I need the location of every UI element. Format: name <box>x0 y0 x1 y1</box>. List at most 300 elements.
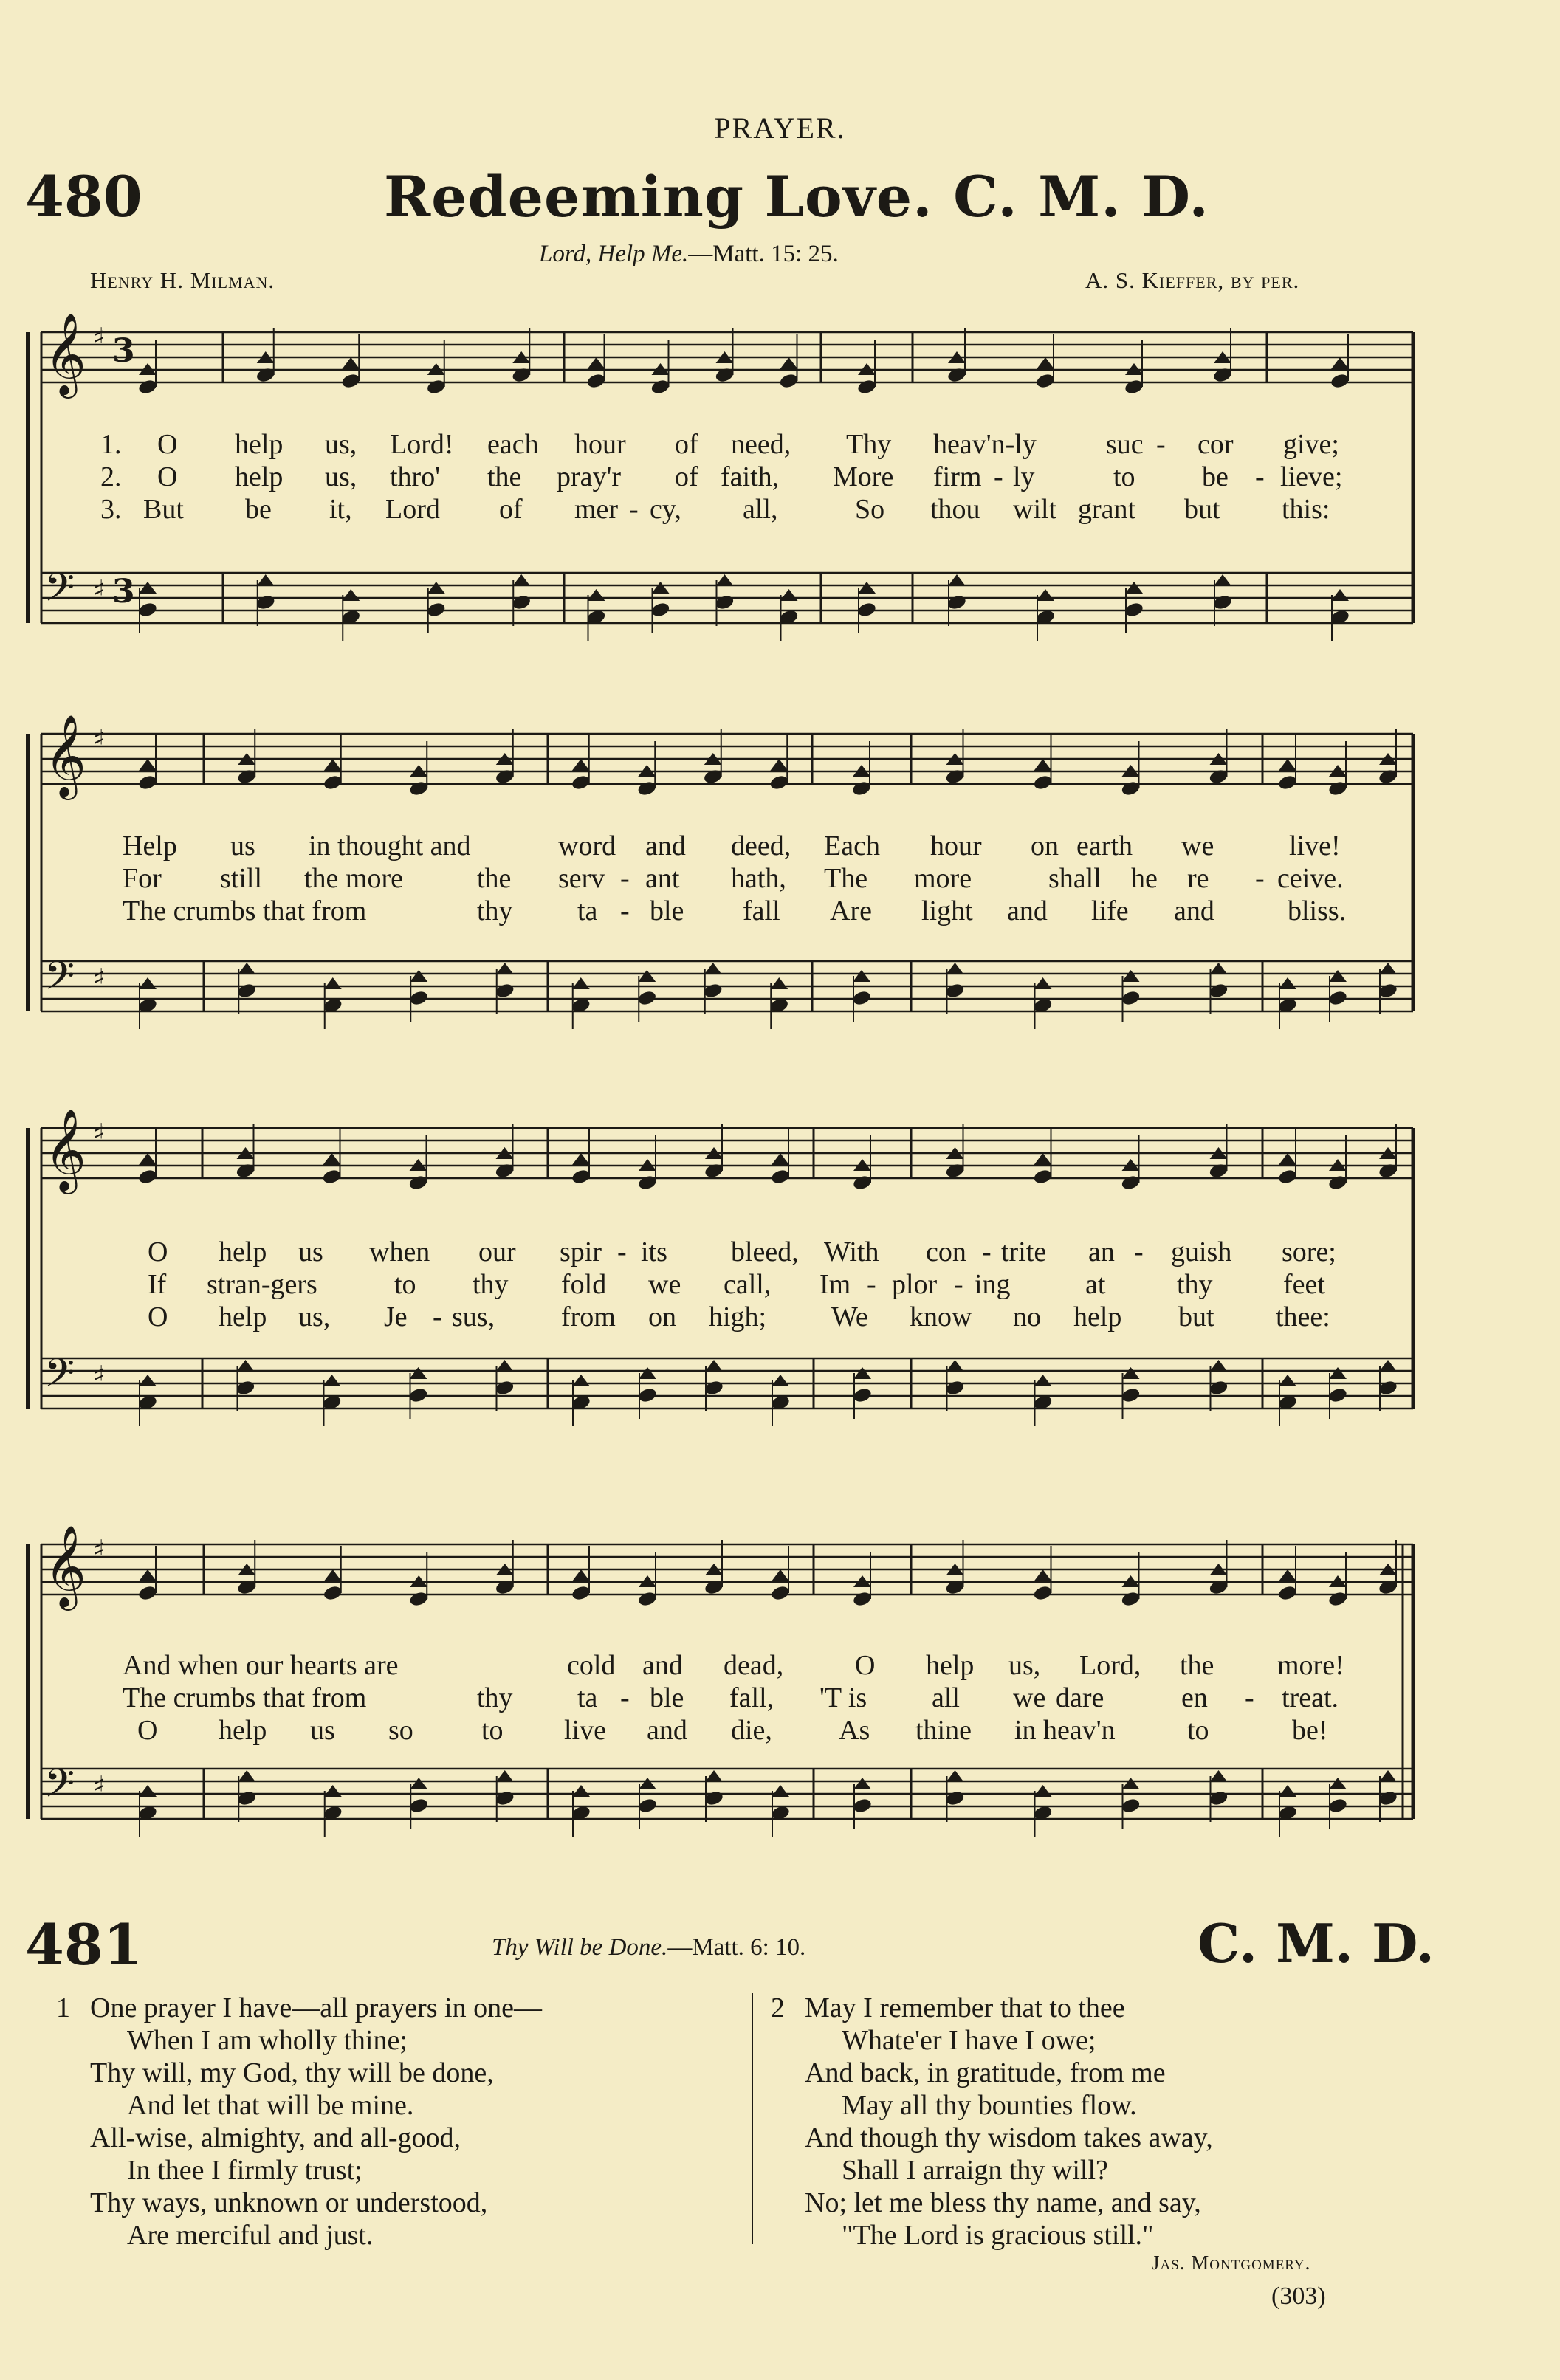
verse-line: In thee I firmly trust; <box>127 2155 362 2186</box>
shape-note-head <box>1329 1778 1347 1789</box>
lyric-syllable: us <box>310 1715 335 1746</box>
lyric-line <box>0 1714 1560 1747</box>
shape-note-head <box>1379 1770 1397 1782</box>
lyric-syllable: - <box>629 494 639 525</box>
shape-note-head <box>1037 357 1054 369</box>
shape-note-head <box>1034 1785 1052 1797</box>
note-head <box>852 1797 873 1814</box>
shape-note-head <box>238 963 255 974</box>
note-head <box>1120 1174 1141 1191</box>
lyric-line <box>0 1301 1560 1333</box>
sharp-icon: ♯ <box>93 1535 106 1564</box>
lyric-syllable: - <box>620 895 630 926</box>
note-head <box>585 372 606 389</box>
stanza-number: 2 <box>771 1992 785 2023</box>
lyric-syllable: give; <box>1283 429 1339 460</box>
shape-note-head <box>427 582 445 594</box>
note-head <box>703 982 724 999</box>
lyric-syllable: O <box>137 1715 158 1746</box>
note-head <box>340 372 361 389</box>
shape-note-head <box>1034 1153 1052 1165</box>
hymn-number: 481 <box>25 1912 142 1978</box>
lyric-syllable: dare <box>1056 1682 1104 1713</box>
shape-note-head <box>238 1770 255 1782</box>
note-head <box>1327 780 1348 797</box>
lyric-syllable: be <box>245 494 272 525</box>
shape-note-head <box>770 977 788 989</box>
lyric-syllable: wilt <box>1013 494 1057 525</box>
lyric-syllable: - <box>620 1682 630 1713</box>
shape-note-head <box>1125 582 1143 594</box>
note-head <box>1277 774 1298 791</box>
shape-note-head <box>324 977 342 989</box>
lyric-syllable: call, <box>724 1269 772 1300</box>
lyric-syllable: need, <box>731 429 791 460</box>
shape-note-head <box>1329 970 1347 982</box>
note-head <box>408 780 429 797</box>
lyric-syllable: we <box>1013 1682 1046 1713</box>
shape-note-head <box>324 1785 342 1797</box>
scripture-reference <box>492 1934 805 1961</box>
verse-line: No; let me bless thy name, and say, <box>805 2187 1201 2218</box>
lyric-syllable: cy, <box>650 494 681 525</box>
lyric-syllable: the <box>487 461 522 492</box>
shape-note-head <box>638 970 656 982</box>
note-head <box>944 982 965 999</box>
sharp-icon: ♯ <box>93 963 106 993</box>
stanza-lines <box>805 1992 1469 2252</box>
lyric-syllable: to <box>394 1269 416 1300</box>
verse-line: When I am wholly thine; <box>127 2025 408 2056</box>
lyric-syllable: ceive. <box>1277 863 1344 894</box>
lyric-syllable: - <box>954 1269 963 1300</box>
lyric-syllable: 1. <box>100 429 122 460</box>
note-head <box>944 1789 965 1806</box>
shape-note-head <box>772 1153 789 1165</box>
lyric-syllable: on <box>648 1301 676 1332</box>
lyric-syllable: at <box>1085 1269 1106 1300</box>
lyric-syllable: be <box>1202 461 1229 492</box>
lyric-syllable: - <box>433 1301 442 1332</box>
shape-note-head <box>853 1778 871 1789</box>
lyric-syllable: Lord <box>385 494 440 525</box>
note-head <box>137 1168 158 1185</box>
note-head <box>704 1379 724 1396</box>
note-head <box>637 1590 658 1607</box>
lyric-syllable: bleed, <box>731 1237 799 1268</box>
shape-note-head <box>237 1360 255 1372</box>
bass-clef-icon: 𝄢 <box>44 565 75 620</box>
lyric-syllable: - <box>620 863 630 894</box>
sharp-icon: ♯ <box>93 1118 106 1148</box>
lyric-syllable: plor <box>892 1269 938 1300</box>
lyric-syllable: and <box>645 830 686 861</box>
shape-note-head <box>946 1770 964 1782</box>
lyric-syllable: ta <box>577 895 598 926</box>
hymn-number: 480 <box>25 164 142 230</box>
lyric-syllable: feet <box>1283 1269 1325 1300</box>
note-head <box>495 982 515 999</box>
lyric-line <box>0 1649 1560 1682</box>
note-head <box>236 982 257 999</box>
lyric-syllable: to <box>481 1715 504 1746</box>
lyric-syllable: More <box>833 461 894 492</box>
shape-note-head <box>139 1785 157 1797</box>
shape-note-head <box>639 1367 656 1379</box>
lyric-syllable: The crumbs that from <box>123 1682 367 1713</box>
lyric-syllable: - <box>1255 863 1265 894</box>
bass-clef-icon: 𝄢 <box>44 1761 75 1816</box>
column-divider <box>752 1993 753 2244</box>
note-head <box>852 1174 873 1191</box>
note-head <box>1032 1168 1053 1185</box>
shape-note-head <box>323 1375 341 1386</box>
shape-note-head <box>139 1375 157 1386</box>
shape-note-head <box>588 357 605 369</box>
lyric-syllable: of <box>675 429 698 460</box>
note-head <box>1327 1797 1348 1814</box>
verse-line: Thy ways, unknown or understood, <box>90 2187 488 2218</box>
lyric-syllable: With <box>824 1237 879 1268</box>
verse-line: One prayer I have—all prayers in one— <box>90 1992 542 2023</box>
lyric-syllable: all <box>932 1682 960 1713</box>
shape-note-head <box>1329 1367 1347 1379</box>
lyric-syllable: 2. <box>100 461 122 492</box>
lyric-syllable: in heav'n <box>1014 1715 1116 1746</box>
page-number: (303) <box>1271 2283 1326 2310</box>
lyric-syllable: deed, <box>731 830 791 861</box>
shape-note-head <box>1034 759 1052 771</box>
note-head <box>1124 378 1144 395</box>
treble-clef-icon: 𝄞 <box>44 312 86 395</box>
lyric-syllable: help <box>1073 1301 1122 1332</box>
lyric-syllable: us, <box>298 1301 331 1332</box>
lyric-syllable: faith, <box>721 461 780 492</box>
lyric-syllable: us, <box>1008 1650 1041 1681</box>
note-head <box>408 1590 429 1607</box>
lyric-syllable: hour <box>930 830 982 861</box>
note-head <box>321 1168 342 1185</box>
lyric-syllable: word <box>558 830 616 861</box>
lyric-syllable: If <box>148 1269 167 1300</box>
shape-note-head <box>257 574 275 586</box>
shape-note-head <box>772 1569 789 1581</box>
lyric-syllable: to <box>1187 1715 1209 1746</box>
lyric-syllable: but <box>1178 1301 1214 1332</box>
shape-note-head <box>410 1367 427 1379</box>
shape-note-head <box>1037 589 1054 601</box>
note-head <box>236 1789 257 1806</box>
lyric-syllable: - <box>1156 429 1166 460</box>
note-head <box>1212 594 1233 611</box>
lyric-syllable: Lord, <box>1079 1650 1141 1681</box>
lyric-syllable: firm <box>933 461 982 492</box>
shape-note-head <box>704 963 722 974</box>
shape-note-head <box>323 1153 341 1165</box>
note-head <box>1378 1379 1398 1396</box>
note-head <box>636 780 657 797</box>
time-signature: 3 <box>112 332 135 370</box>
shape-note-head <box>1122 1778 1140 1789</box>
scripture-title: Thy Will be Done. <box>492 1934 668 1961</box>
shape-note-head <box>1331 589 1349 601</box>
note-head <box>323 774 343 791</box>
lyric-syllable: and <box>647 1715 687 1746</box>
lyric-syllable: of <box>675 461 698 492</box>
note-head <box>137 1584 158 1601</box>
lyric-syllable: re <box>1187 863 1209 894</box>
lyric-syllable: we <box>1181 830 1214 861</box>
lyric-syllable: ant <box>645 863 680 894</box>
lyric-syllable: no <box>1013 1301 1041 1332</box>
shape-note-head <box>1122 970 1140 982</box>
lyric-syllable: heav'n-ly <box>933 429 1037 460</box>
lyric-syllable: so <box>388 1715 413 1746</box>
lyric-syllable: dead, <box>724 1650 784 1681</box>
shape-note-head <box>139 1569 157 1581</box>
note-head <box>769 774 789 791</box>
shape-note-head <box>496 1770 514 1782</box>
lyric-syllable: of <box>499 494 523 525</box>
lyric-syllable: cold <box>567 1650 616 1681</box>
lyric-syllable: stran-gers <box>207 1269 317 1300</box>
lyric-syllable: and <box>642 1650 683 1681</box>
treble-clef-icon: 𝄞 <box>44 714 86 797</box>
lyric-syllable: each <box>487 429 539 460</box>
shape-note-head <box>410 970 427 982</box>
lyric-syllable: the <box>1180 1650 1214 1681</box>
lyric-syllable: help <box>219 1715 267 1746</box>
shape-note-head <box>858 582 876 594</box>
lyric-syllable: high; <box>709 1301 767 1332</box>
shape-note-head <box>512 574 530 586</box>
lyric-line <box>0 461 1560 493</box>
lyric-syllable: thy <box>473 1269 509 1300</box>
scripture-title: Lord, Help Me. <box>539 241 689 267</box>
lyric-syllable: The <box>824 863 868 894</box>
bass-clef-icon: 𝄢 <box>44 954 75 1008</box>
lyric-line <box>0 428 1560 461</box>
verse-line: May I remember that to thee <box>805 1992 1125 2023</box>
verse-line: "The Lord is gracious still." <box>842 2220 1154 2251</box>
shape-note-head <box>1122 1367 1140 1379</box>
shape-note-head <box>139 1153 157 1165</box>
shape-note-head <box>1279 1153 1296 1165</box>
note-head <box>1120 989 1141 1006</box>
lyric-syllable: grant <box>1078 494 1136 525</box>
lyric-syllable: life <box>1091 895 1129 926</box>
shape-note-head <box>572 1153 590 1165</box>
shape-note-head <box>588 589 605 601</box>
lyric-syllable: thro' <box>390 461 441 492</box>
lyric-syllable: The crumbs that from <box>123 895 367 926</box>
shape-note-head <box>1034 1569 1052 1581</box>
lyric-syllable: the <box>477 863 512 894</box>
lyric-syllable: spir <box>560 1237 602 1268</box>
shape-note-head <box>324 1569 342 1581</box>
lyric-syllable: fall, <box>729 1682 774 1713</box>
verse-line: And let that will be mine. <box>127 2090 414 2121</box>
lyric-syllable: this: <box>1282 494 1330 525</box>
sharp-icon: ♯ <box>93 1771 106 1801</box>
lyric-syllable: suc <box>1106 429 1144 460</box>
note-head <box>495 1789 515 1806</box>
note-head <box>637 1386 658 1403</box>
lyric-syllable: us <box>230 830 255 861</box>
note-head <box>637 1797 658 1814</box>
shape-note-head <box>342 357 360 369</box>
shape-note-head <box>853 970 870 982</box>
lyric-syllable: Thy <box>846 429 892 460</box>
hymn-meter: C. M. D. <box>1198 1912 1434 1975</box>
stanza-lines <box>90 1992 755 2252</box>
shape-note-head <box>853 1367 871 1379</box>
sharp-icon: ♯ <box>93 323 106 352</box>
note-head <box>856 601 877 618</box>
lyric-syllable: it, <box>329 494 352 525</box>
lyric-syllable: earth <box>1076 830 1133 861</box>
shape-note-head <box>639 1778 656 1789</box>
shape-note-head <box>324 759 342 771</box>
treble-clef-icon: 𝄞 <box>44 1524 86 1607</box>
lyric-syllable: help <box>219 1301 267 1332</box>
shape-note-head <box>705 1770 723 1782</box>
lyric-syllable: guish <box>1171 1237 1232 1268</box>
verse-line: Thy will, my God, thy will be done, <box>90 2057 494 2088</box>
note-head <box>1035 372 1056 389</box>
note-head <box>650 601 670 618</box>
lyric-syllable: help <box>219 1237 267 1268</box>
lyric-syllable: Help <box>123 830 177 861</box>
lyric-syllable: help <box>235 429 284 460</box>
lyric-syllable: O <box>148 1301 168 1332</box>
note-head <box>408 1797 429 1814</box>
note-head <box>137 378 158 395</box>
lyric-syllable: But <box>143 494 184 525</box>
lyric-syllable: As <box>839 1715 870 1746</box>
note-head <box>944 1379 965 1396</box>
lyric-syllable: live <box>564 1715 606 1746</box>
lyric-syllable: our <box>478 1237 516 1268</box>
note-head <box>704 1789 724 1806</box>
shape-note-head <box>572 1569 590 1581</box>
lyric-syllable: Im <box>819 1269 851 1300</box>
lyric-syllable: more! <box>1277 1650 1344 1681</box>
lyric-syllable: - <box>994 461 1003 492</box>
shape-note-head <box>1279 1785 1296 1797</box>
shape-note-head <box>1379 1360 1397 1372</box>
lyric-syllable: help <box>926 1650 975 1681</box>
author-credit: Jas. Montgomery. <box>1152 2252 1311 2274</box>
note-head <box>1208 982 1229 999</box>
lyric-syllable: O <box>148 1237 168 1268</box>
verse-line: And back, in gratitude, from me <box>805 2057 1166 2088</box>
verse-line: Are merciful and just. <box>127 2220 374 2251</box>
lyric-syllable: con <box>926 1237 966 1268</box>
shape-note-head <box>572 1785 590 1797</box>
shape-note-head <box>948 574 966 586</box>
lyric-syllable: thou <box>930 494 980 525</box>
lyric-syllable: - <box>867 1269 876 1300</box>
lyric-syllable: on <box>1031 830 1059 861</box>
lyric-syllable: thy <box>1177 1269 1213 1300</box>
shape-note-head <box>496 963 514 974</box>
shape-note-head <box>1279 1375 1296 1386</box>
lyric-syllable: And when our hearts are <box>123 1650 399 1681</box>
shape-note-head <box>572 977 590 989</box>
lyric-syllable: ly <box>1013 461 1035 492</box>
lyric-syllable: when <box>369 1237 430 1268</box>
shape-note-head <box>572 759 590 771</box>
time-signature: 3 <box>112 573 135 611</box>
shape-note-head <box>1034 977 1052 989</box>
note-head <box>852 1590 873 1607</box>
lyric-syllable: light <box>921 895 973 926</box>
note-head <box>1327 1386 1348 1403</box>
lyric-syllable: 3. <box>100 494 122 525</box>
lyric-syllable: fall <box>743 895 780 926</box>
lyric-syllable: ta <box>577 1682 598 1713</box>
lyric-syllable: For <box>123 863 162 894</box>
note-head <box>856 378 877 395</box>
stanza-number: 1 <box>56 1992 70 2023</box>
lyric-syllable: all, <box>743 494 778 525</box>
note-head <box>1327 1174 1348 1191</box>
note-head <box>1208 1789 1229 1806</box>
lyric-syllable: Je <box>384 1301 408 1332</box>
lyric-syllable: still <box>220 863 263 894</box>
lyric-syllable: we <box>648 1269 681 1300</box>
lyric-syllable: hour <box>574 429 626 460</box>
lyric-syllable: We <box>831 1301 868 1332</box>
lyric-syllable: Are <box>830 895 872 926</box>
note-head <box>137 601 158 618</box>
lyric-syllable: thy <box>477 895 513 926</box>
lyric-syllable: know <box>910 1301 972 1332</box>
lyric-syllable: - <box>1134 1237 1144 1268</box>
lyric-syllable: fold <box>561 1269 607 1300</box>
lyric-syllable: and <box>1007 895 1048 926</box>
lyric-line <box>0 1682 1560 1714</box>
shape-note-head <box>772 1785 789 1797</box>
note-head <box>426 601 447 618</box>
lyric-syllable: and <box>1174 895 1214 926</box>
lyric-syllable: So <box>855 494 885 525</box>
shape-note-head <box>716 574 734 586</box>
note-head <box>851 780 872 797</box>
lyric-syllable: - <box>617 1237 627 1268</box>
note-head <box>137 774 158 791</box>
lyric-syllable: lieve; <box>1280 461 1343 492</box>
shape-note-head <box>1279 977 1296 989</box>
lyric-syllable: en <box>1181 1682 1208 1713</box>
verse-line: Whate'er I have I owe; <box>842 2025 1096 2056</box>
lyric-syllable: thy <box>477 1682 513 1713</box>
lyric-syllable: Lord! <box>390 429 454 460</box>
note-head <box>946 594 967 611</box>
scripture-citation: —Matt. 15: 25. <box>688 241 839 267</box>
shape-note-head <box>1034 1375 1052 1386</box>
shape-note-head <box>1210 1770 1228 1782</box>
note-head <box>494 1379 515 1396</box>
lyric-syllable: ble <box>650 1682 684 1713</box>
lyric-syllable: - <box>1255 461 1265 492</box>
lyric-syllable: - <box>1245 1682 1254 1713</box>
lyric-syllable: us, <box>325 429 357 460</box>
composer-credit: A. S. Kieffer, by per. <box>1085 267 1300 293</box>
note-head <box>1330 372 1350 389</box>
lyric-line <box>0 862 1560 895</box>
